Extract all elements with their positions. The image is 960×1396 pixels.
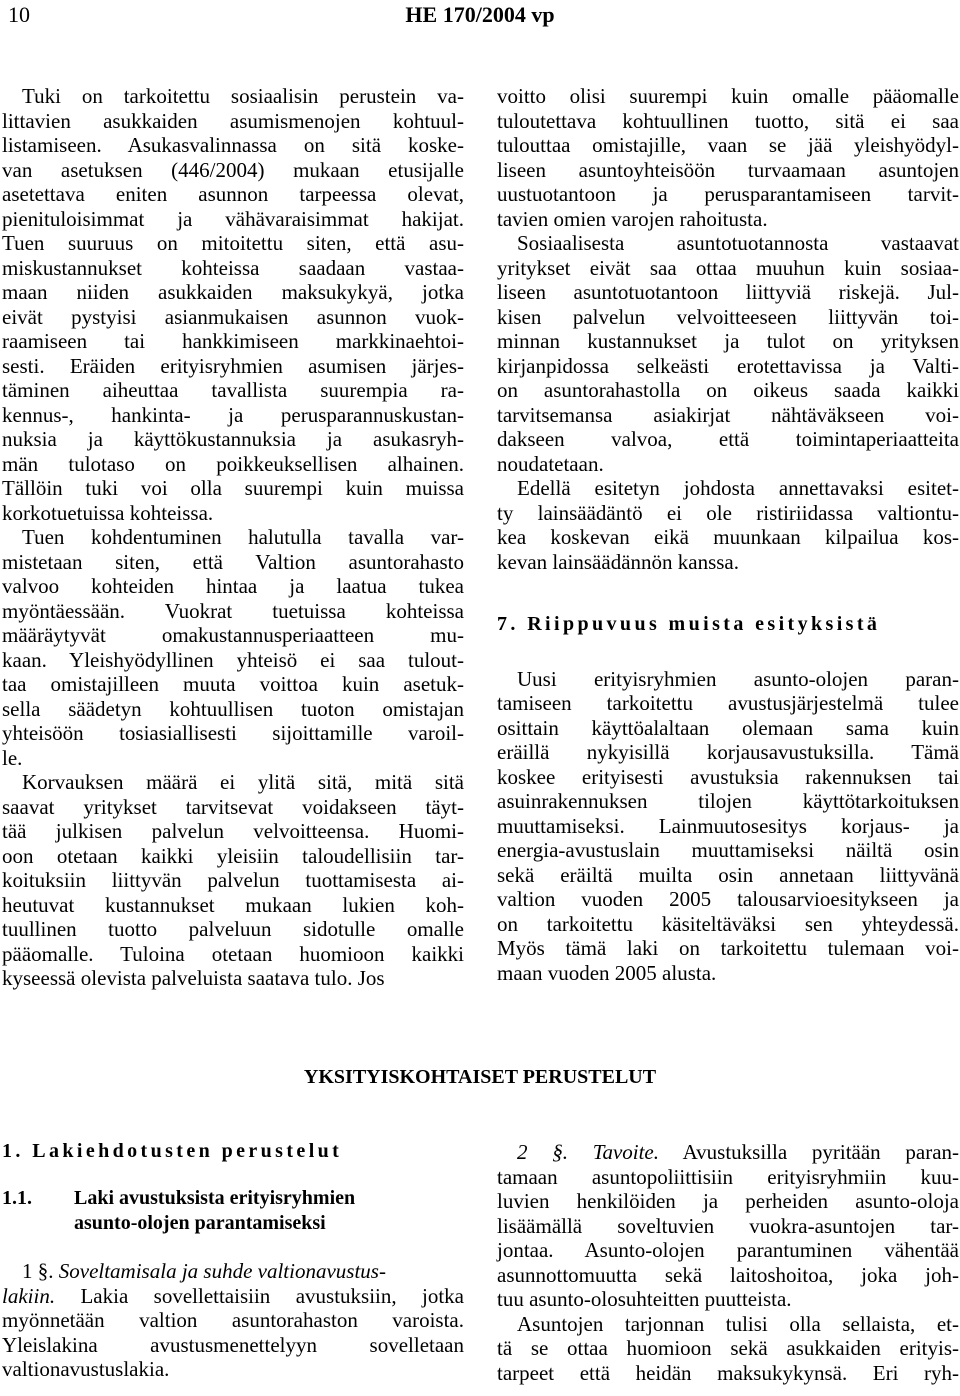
paragraph-line: yhteisöön tosiasiallisesti sijoittamille varoil- bbox=[2, 721, 464, 745]
paragraph-line: sella säädetyn kohtuullisen tuoton omistajan bbox=[2, 696, 464, 721]
paragraph-line: myöntäessään. Vuokrat tuetuissa kohteissa bbox=[2, 598, 464, 623]
paragraph-line: tamaan asuntopoliittisiin erityisryhmiin kuu- bbox=[497, 1164, 959, 1189]
paragraph-line: Myös tämä laki on tarkoitettu tulemaan voi- bbox=[497, 936, 959, 960]
section-number: 2 bbox=[517, 1140, 528, 1164]
paragraph-line bbox=[2, 1284, 464, 1309]
paragraph bbox=[2, 770, 464, 991]
section-symbol: §. bbox=[552, 1140, 568, 1164]
paragraph-line: kevan lainsäädännön kanssa. bbox=[497, 549, 740, 574]
paragraph-line: Uusi erityisryhmien asunto-olojen paran- bbox=[517, 666, 959, 691]
paragraph-line: voitto olisi suurempi kuin omalle pääomalle bbox=[497, 84, 959, 108]
paragraph-line: taa omistajilleen muuta voittoa kuin asetuk- bbox=[2, 672, 464, 696]
paragraph-line: määräytyvät omakustannusperiaatteen mu- bbox=[2, 623, 464, 647]
paragraph-line: uustuotantoon ja perusparantamiseen tarvit- bbox=[497, 182, 959, 206]
section-title-continuation: lakiin. bbox=[2, 1283, 56, 1308]
paragraph-line: sesti. Eräiden erityisryhmien asumisen järjes- bbox=[2, 353, 464, 378]
paragraph-line: nuksia ja käyttökustannuksia ja asukasryh- bbox=[2, 427, 464, 451]
subheading-line-2: asunto-olojen parantamiseksi bbox=[74, 1212, 326, 1234]
paragraph-line: jontaa. Asunto-olojen parantuminen vähentää bbox=[497, 1238, 959, 1262]
paragraph-line: raamiseen tai hankkimiseen markkinaehtoi- bbox=[2, 329, 464, 353]
paragraph bbox=[497, 476, 959, 574]
paragraph-line: tulouttaa omistajille, vaan se jää yleishyödyl- bbox=[497, 133, 959, 157]
document-id: HE 170/2004 vp bbox=[405, 2, 555, 27]
line-text: Lakia sovellettaisiin avustuksiin, jotka bbox=[80, 1283, 464, 1308]
subheading-number: 1.1. bbox=[2, 1187, 32, 1209]
paragraph bbox=[2, 84, 464, 525]
paragraph-line bbox=[2, 1259, 464, 1284]
paragraph-line: tamiseen tarkoitettu avustusjärjestelmä tulee bbox=[497, 691, 959, 715]
paragraph-line: pienituloisimmat ja vähävaraisimmat hakijat. bbox=[2, 206, 464, 231]
paragraph-line: yritykset eivät saa ottaa muuhun kuin sosiaa- bbox=[497, 255, 959, 280]
subheading-line-1: Laki avustuksista erityisryhmien bbox=[74, 1187, 356, 1209]
paragraph-line: kea koskevan eikä muunkaan kilpailua kos- bbox=[497, 525, 959, 549]
paragraph-line: myönnetään valtion asuntorahaston varoista. bbox=[2, 1308, 464, 1332]
paragraph-line: sekä eräiltä muilta osin annetaan liittyvänä bbox=[497, 862, 959, 887]
left-column-top bbox=[2, 84, 464, 991]
paragraph-line: Edellä esitetyn johdosta annettavaksi esitet- bbox=[517, 476, 959, 500]
right-column-top bbox=[497, 84, 959, 985]
paragraph-line: täminen aiheuttaa tavallista suurempia ra- bbox=[2, 378, 464, 402]
paragraph-line: valtionavustuslakia. bbox=[2, 1357, 170, 1381]
line-text: Avustuksilla pyritään paran- bbox=[682, 1140, 960, 1164]
paragraph-line: Sosiaalisesta asuntotuotannosta vastaavat bbox=[517, 231, 959, 255]
paragraph-line: dakseen valvoa, että toimintaperiaatteita bbox=[497, 427, 959, 451]
paragraph-line: asetettava eniten asunnon tarpeessa olevat, bbox=[2, 182, 464, 206]
paragraph-line: littavien asukkaiden asumismenojen kohtuul- bbox=[2, 108, 464, 133]
paragraph-line: Korvauksen määrä ei ylitä sitä, mitä sitä bbox=[22, 770, 464, 794]
paragraph-line: mistetaan siten, että Valtion asuntorahasto bbox=[2, 549, 464, 574]
chapter-heading: 1. Lakiehdotusten perustelut bbox=[2, 1140, 343, 1162]
paragraph-line: eivät pystyisi asianmukaisen asunnon vuok- bbox=[2, 304, 464, 329]
paragraph-line: noudatetaan. bbox=[497, 451, 604, 476]
paragraph-line: maan niiden asukkaiden maksukykyä, jotka bbox=[2, 280, 464, 304]
paragraph bbox=[497, 231, 959, 476]
paragraph bbox=[497, 667, 959, 986]
paragraph-line: oon otetaan kaikki yleisiin taloudellisiin tar- bbox=[2, 843, 464, 868]
paragraph-line: saavat yritykset tarvitsevat voidakseen täyt- bbox=[2, 794, 464, 819]
paragraph bbox=[2, 525, 464, 770]
paragraph bbox=[497, 84, 959, 231]
paragraph-line: le. bbox=[2, 745, 23, 770]
paragraph-line: korkotuetuissa kohteissa. bbox=[2, 500, 214, 525]
page-header bbox=[0, 0, 960, 36]
paragraph-line: lisäämällä soveltuvien vuokra-asuntojen tar- bbox=[497, 1213, 959, 1238]
paragraph-line: liseen asuntoyhteisöön turvaamaan asuntojen bbox=[497, 157, 959, 182]
paragraph-line: kennus-, hankinta- ja perusparannuskustan- bbox=[2, 402, 464, 427]
section-title: Soveltamisala ja suhde valtionavustus- bbox=[58, 1259, 386, 1283]
paragraph-line: Asuntojen tarjonnan tulisi olla sellaista, et- bbox=[517, 1311, 959, 1336]
paragraph-line: miskustannukset kohteissa saadaan vastaa- bbox=[2, 255, 464, 280]
paragraph-line: eräillä nykyisillä korjausavustuksilla. Tämä bbox=[497, 740, 959, 764]
paragraph-line: tä se ottaa huomioon sekä asukkaiden erityis- bbox=[497, 1336, 959, 1360]
section-number: 1 bbox=[22, 1259, 33, 1283]
section-title: Tavoite. bbox=[592, 1140, 659, 1164]
paragraph-line: heutuvat kustannukset mukaan lukien koh- bbox=[2, 892, 464, 917]
paragraph-line: luvien henkilöiden ja perheiden asunto-oloja bbox=[497, 1189, 959, 1213]
section-heading: YKSITYISKOHTAISET PERUSTELUT bbox=[303, 1066, 657, 1088]
paragraph-line: kisen palvelun velvoitteeseen liittyvän toi- bbox=[497, 304, 959, 329]
section-1-paragraph bbox=[2, 1259, 464, 1382]
paragraph-line: tarpeet että heidän maksukykynsä. Eri ryh- bbox=[497, 1360, 959, 1385]
paragraph-line: tavien omien varojen rahoitusta. bbox=[497, 206, 768, 231]
paragraph-line: listamiseen. Asukasvalinnassa on sitä koske- bbox=[2, 133, 464, 157]
paragraph-line: koituksiin liittyvän palvelun tuottamisesta ai- bbox=[2, 868, 464, 892]
paragraph-line: muuttamiseksi. Lainmuutosesitys korjaus- ja bbox=[497, 813, 959, 838]
paragraph-line: tuloutettava kohtuullinen tuotto, sitä ei saa bbox=[497, 108, 959, 133]
paragraph-line: asunnottomuutta sekä laitoshoitoa, joka joh- bbox=[497, 1262, 959, 1287]
paragraph-line: valtion vuoden 2005 talousarvioesitykseen ja bbox=[497, 887, 959, 911]
paragraph-line: pääomalle. Tuloina otetaan huomioon kaikki bbox=[2, 941, 464, 966]
paragraph-line: Tuen suuruus on mitoitettu siten, että asu- bbox=[2, 231, 464, 255]
paragraph-line: asuinrakennuksen tilojen käyttötarkoituksen bbox=[497, 789, 959, 813]
paragraph-line: tuullinen tuotto palveluun sidotulle omalle bbox=[2, 917, 464, 941]
paragraph bbox=[497, 1165, 959, 1312]
subheading bbox=[2, 1187, 464, 1237]
paragraph-line: Yleislakina avustusmenettelyyn sovelletaan bbox=[2, 1332, 464, 1357]
paragraph-line: Tuen kohdentuminen halutulla tavalla var- bbox=[22, 525, 464, 549]
paragraph-line: energia-avustuslain muuttamiseksi näiltä osin bbox=[497, 838, 959, 862]
paragraph-line: minnan kustannukset ja tulot on yrityksen bbox=[497, 329, 959, 353]
paragraph-line: Tuki on tarkoitettu sosiaalisin perustein va- bbox=[22, 84, 464, 108]
paragraph-line: tää julkisen palvelun velvoitteensa. Huomi- bbox=[2, 819, 464, 843]
paragraph-line: kirjanpidossa selkeästi erotettavissa ja Valti- bbox=[497, 353, 959, 378]
paragraph-line: tarvitsemansa asiakirjat nähtäväkseen voi- bbox=[497, 402, 959, 427]
paragraph-line: koskee erityisesti avustuksia rakennuksen tai bbox=[497, 764, 959, 789]
paragraph-line: ty lainsäädäntö ei ole ristiriidassa valtiontu- bbox=[497, 500, 959, 525]
paragraph-line: osittain käyttöalaltaan olemaan sama kuin bbox=[497, 715, 959, 740]
right-column-bottom bbox=[497, 1140, 959, 1385]
chapter-heading: 7. Riippuvuus muista esityksistä bbox=[497, 613, 881, 635]
paragraph-line bbox=[497, 1140, 959, 1165]
section-2-paragraph bbox=[497, 1165, 959, 1386]
left-column-bottom bbox=[2, 1140, 464, 1382]
paragraph-line: on asuntorahastolla on oikeus saada kaikki bbox=[497, 378, 959, 402]
page-number: 10 bbox=[8, 2, 30, 27]
paragraph-line: liseen asuntotuotantoon liittyviä riskejä. Jul- bbox=[497, 280, 959, 304]
paragraph-line: valvoo kohteiden hintaa ja laatua tukea bbox=[2, 574, 464, 598]
paragraph-line: van asetuksen (446/2004) mukaan etusijalle bbox=[2, 157, 464, 182]
section-symbol: §. bbox=[37, 1259, 54, 1283]
paragraph-line: män tulotaso on poikkeuksellisen alhainen. bbox=[2, 451, 464, 476]
paragraph-line: kyseessä olevista palveluista saatava tulo. Jos bbox=[2, 966, 385, 990]
paragraph-line: kaan. Yleishyödyllinen yhteisö ei saa tulout- bbox=[2, 647, 464, 672]
paragraph-line: Tällöin tuki voi olla suurempi kuin muissa bbox=[2, 476, 464, 500]
paragraph-line: maan vuoden 2005 alusta. bbox=[497, 960, 717, 985]
paragraph-line: tuu asunto-olosuhteitten puutteista. bbox=[497, 1287, 792, 1311]
paragraph bbox=[497, 1312, 959, 1386]
paragraph-line: on tarkoitettu käsiteltäväksi sen yhteydessä. bbox=[497, 911, 959, 936]
